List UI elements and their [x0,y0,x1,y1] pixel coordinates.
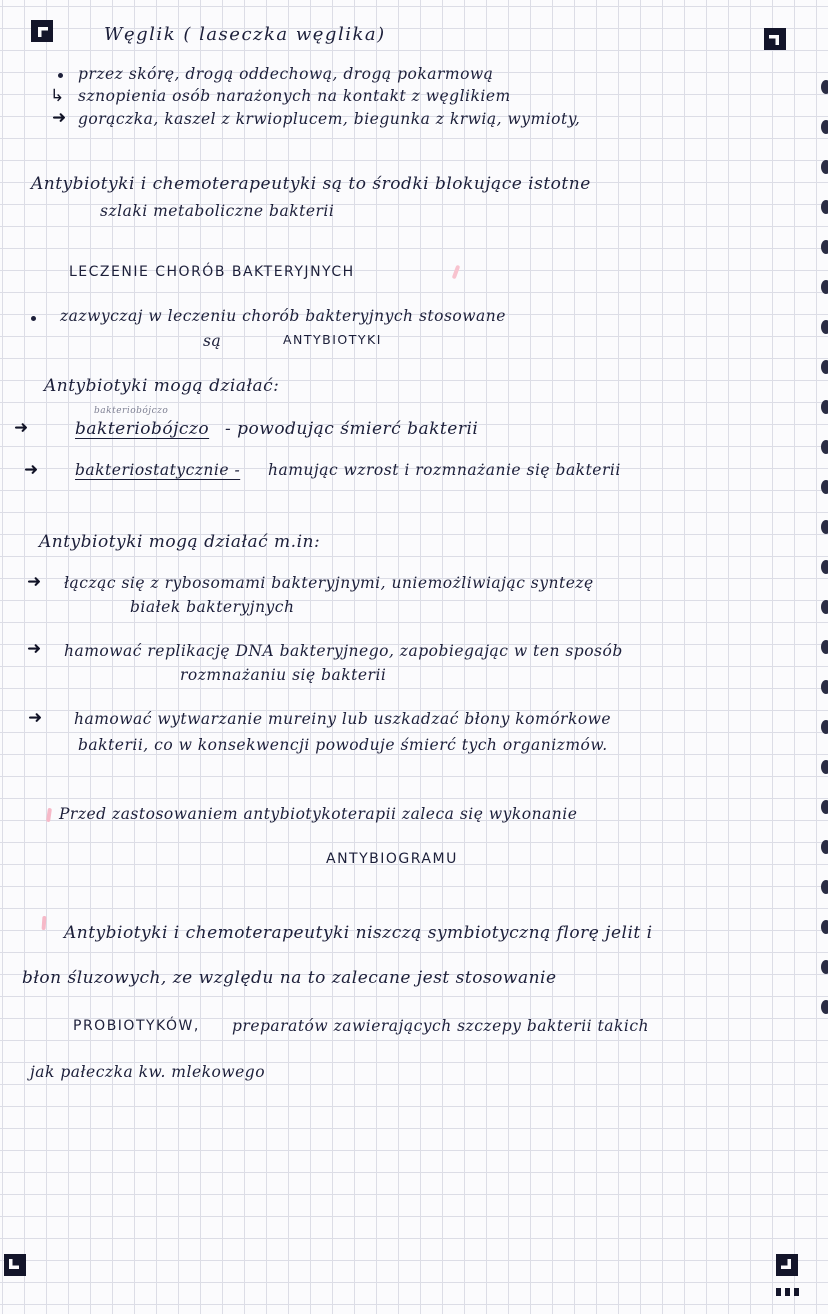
arrow-right-icon: ➜ [28,708,43,728]
arrow-right-icon: ➜ [14,418,29,438]
bacteriostatic-term: bakteriostatycznie - [75,461,241,479]
arrow-right-icon: ➜ [24,460,39,480]
arrow-right-icon: ➜ [27,639,42,659]
corner-mark-top-right-icon [764,28,786,50]
antibiogram-line: Przed zastosowaniem antybiotykoterapii zaleca się wykonanie [59,805,578,823]
mechanism-murein-line: hamować wytwarzanie mureiny lub uszkadzać błony komórkowe [74,710,612,728]
highlight-mark-icon [42,916,47,930]
highlight-mark-icon [46,808,52,822]
probiotics-line-4: jak pałeczka kw. mlekowego [30,1063,266,1081]
infection-symptoms-line: gorączka, kaszel z krwioplucem, biegunka z krwią, wymioty, [78,110,581,128]
action-types-heading: Antybiotyki mogą działać: [44,376,280,396]
corner-mark-bottom-left-icon [4,1254,26,1276]
bactericidal-term: bakteriobójczo [75,419,210,439]
mechanism-ribosome-line: łącząc się z rybosomami bakteryjnymi, uniemożliwiając syntezę [64,574,594,592]
section-heading: LECZENIE CHORÓB BAKTERYJNYCH [69,264,355,280]
bacteriostatic-desc: hamując wzrost i rozmnażanie się bakterii [268,461,621,479]
treatment-line: zazwyczaj w leczeniu chorób bakteryjnych stosowane [60,307,506,325]
arrow-right-icon: ➜ [52,108,67,128]
mechanisms-heading: Antybiotyki mogą działać m.in: [39,532,321,552]
probiotics-line-3: preparatów zawierających szczepy bakterii takich [232,1017,650,1035]
antibiogram-term: ANTYBIOGRAMU [326,851,458,867]
mechanism-dna-line-2: rozmnażaniu się bakterii [180,666,387,684]
corner-mark-bottom-right-icon [776,1254,798,1276]
intro-line-2: szlaki metaboliczne bakterii [100,202,335,220]
arrow-right-icon: ➜ [27,572,42,592]
mechanism-murein-line-2: bakterii, co w konsekwencji powoduje śmierć tych organizmów. [78,736,608,754]
bactericidal-desc: - powodując śmierć bakterii [225,419,479,439]
corner-mark-top-left-icon [31,20,53,42]
page-title: Węglik ( laseczka węglika) [104,24,386,45]
mechanism-dna-line: hamować replikację DNA bakteryjnego, zapobiegając w ten sposób [64,642,623,660]
mechanism-ribosome-line-2: białek bakteryjnych [130,598,295,616]
bullet-dot-icon [58,73,63,78]
infection-route-line: przez skórę, drogą oddechową, drogą pokarmową [78,65,494,83]
bullet-dot-icon [31,316,36,321]
probiotics-line-2: błon śluzowych, ze względu na to zalecane jest stosowanie [22,968,557,988]
page-counter-bars-icon [776,1288,799,1296]
arrow-right-icon: ↳ [50,86,65,106]
intro-line: Antybiotyki i chemoterapeutyki są to środki blokujące istotne [31,174,591,194]
binder-rings [820,80,828,1020]
treatment-are: są [203,332,222,350]
antibiotics-term: ANTYBIOTYKI [283,332,382,347]
infection-exposure-line: sznopienia osób narażonych na kontakt z węglikiem [78,87,511,105]
highlight-mark-icon [452,265,461,280]
margin-note: bakteriobójczo [94,406,169,416]
probiotics-term: PROBIOTYKÓW, [73,1018,200,1034]
probiotics-line-1: Antybiotyki i chemoterapeutyki niszczą symbiotyczną florę jelit i [64,923,653,943]
